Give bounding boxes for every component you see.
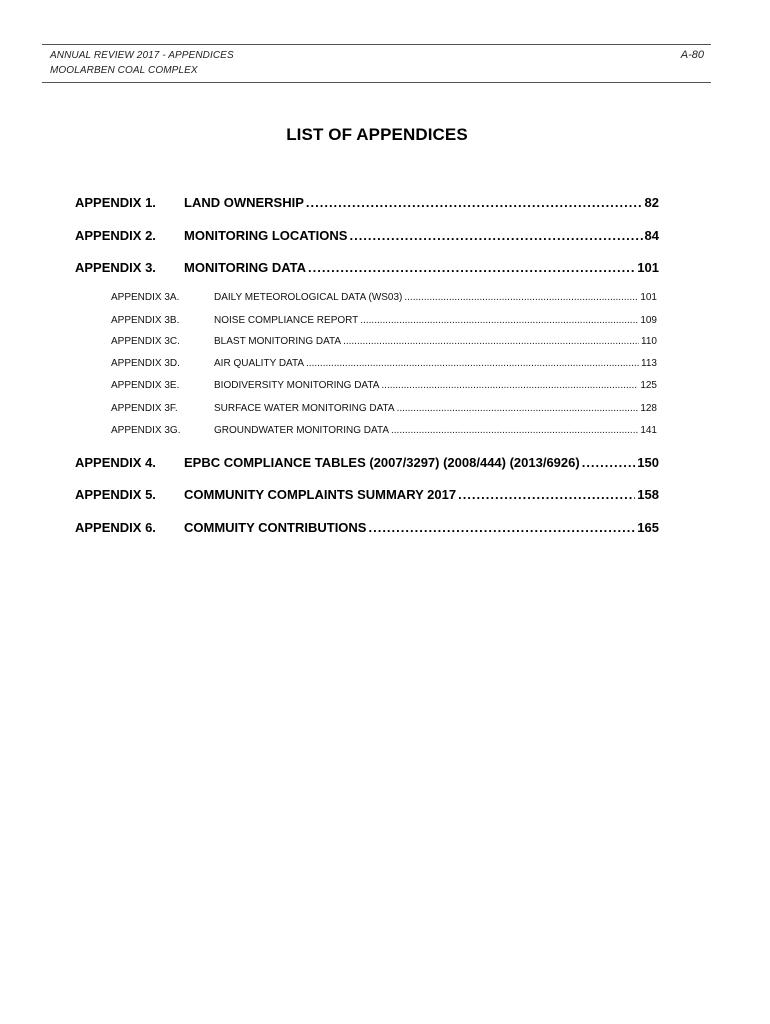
page-title: LIST OF APPENDICES	[286, 125, 468, 144]
toc-entry-title: GROUNDWATER MONITORING DATA	[214, 425, 389, 436]
toc-dot-leader	[397, 403, 639, 414]
toc-entry-title: EPBC COMPLIANCE TABLES (2007/3297) (2008/444) (2013/6926)	[184, 455, 580, 470]
toc-entry-appendix-3g[interactable]	[111, 425, 657, 436]
toc-dot-leader	[360, 315, 638, 326]
toc-entry-title: BLAST MONITORING DATA	[214, 336, 342, 347]
toc-dot-leader	[306, 195, 643, 210]
toc-dot-leader	[391, 425, 638, 436]
toc-entry-code: APPENDIX 3A.	[111, 292, 180, 303]
toc-entry-title: DAILY METEOROLOGICAL DATA (WS03)	[214, 292, 403, 303]
toc-entry-title: AIR QUALITY DATA	[214, 358, 305, 369]
toc-entry-title: COMMUNITY COMPLAINTS SUMMARY 2017	[184, 487, 457, 502]
header-report-title: ANNUAL REVIEW 2017 - APPENDICES	[50, 50, 234, 61]
toc-dot-leader	[458, 487, 635, 502]
toc-entry-code: APPENDIX 3.	[75, 260, 156, 275]
toc-entry-page: 141	[640, 425, 657, 436]
toc-entry-appendix-3d[interactable]	[111, 358, 657, 369]
toc-dot-leader	[308, 260, 635, 275]
toc-entry-page: 110	[641, 336, 657, 347]
toc-entry-appendix-3a[interactable]	[111, 292, 657, 303]
toc-entry-appendix-3[interactable]	[75, 260, 659, 275]
toc-dot-leader	[404, 292, 638, 303]
toc-entry-code: APPENDIX 3E.	[111, 380, 180, 391]
toc-entry-page: 165	[637, 520, 659, 535]
toc-entry-page: 150	[637, 455, 659, 470]
toc-entry-page: 113	[641, 358, 657, 369]
toc-entry-code: APPENDIX 6.	[75, 520, 156, 535]
toc-entry-code: APPENDIX 3B.	[111, 315, 180, 326]
toc-entry-title: LAND OWNERSHIP	[184, 195, 304, 210]
toc-entry-appendix-1[interactable]	[75, 195, 659, 210]
toc-entry-appendix-3e[interactable]	[111, 380, 657, 391]
toc-entry-title: MONITORING LOCATIONS	[184, 228, 348, 243]
toc-entry-title: SURFACE WATER MONITORING DATA	[214, 403, 395, 414]
toc-dot-leader	[349, 228, 642, 243]
toc-dot-leader	[381, 380, 638, 391]
toc-entry-page: 128	[640, 403, 657, 414]
toc-entry-title: BIODIVERSITY MONITORING DATA	[214, 380, 380, 391]
toc-entry-code: APPENDIX 3D.	[111, 358, 180, 369]
toc-entry-appendix-3f[interactable]	[111, 403, 657, 414]
toc-entry-code: APPENDIX 1.	[75, 195, 156, 210]
toc-dot-leader	[343, 336, 639, 347]
toc-dot-leader	[582, 455, 636, 470]
toc-entry-title: COMMUITY CONTRIBUTIONS	[184, 520, 367, 535]
toc-entry-page: 158	[637, 487, 659, 502]
toc-entry-appendix-2[interactable]	[75, 228, 659, 243]
toc-entry-appendix-5[interactable]	[75, 487, 659, 502]
page-number: A-80	[680, 49, 704, 61]
toc-entry-code: APPENDIX 4.	[75, 455, 156, 470]
toc-entry-code: APPENDIX 3G.	[111, 425, 181, 436]
toc-entry-title: MONITORING DATA	[184, 260, 307, 275]
toc-entry-title: NOISE COMPLIANCE REPORT	[214, 315, 359, 326]
header-site-name: MOOLARBEN COAL COMPLEX	[50, 65, 198, 76]
toc-entry-page: 101	[640, 292, 657, 303]
toc-entry-code: APPENDIX 3C.	[111, 336, 180, 347]
toc-entry-appendix-4[interactable]	[75, 455, 659, 470]
toc-dot-leader	[368, 520, 635, 535]
toc-entry-page: 125	[640, 380, 657, 391]
toc-entry-appendix-3b[interactable]	[111, 315, 657, 326]
toc-entry-appendix-6[interactable]	[75, 520, 659, 535]
toc-entry-page: 82	[644, 195, 659, 210]
toc-entry-page: 101	[637, 260, 659, 275]
toc-dot-leader	[306, 358, 639, 369]
toc-entry-code: APPENDIX 5.	[75, 487, 156, 502]
toc-entry-code: APPENDIX 2.	[75, 228, 156, 243]
toc-entry-code: APPENDIX 3F.	[111, 403, 178, 414]
toc-entry-page: 84	[644, 228, 659, 243]
toc-entry-appendix-3c[interactable]	[111, 336, 657, 347]
toc-entry-page: 109	[640, 315, 657, 326]
